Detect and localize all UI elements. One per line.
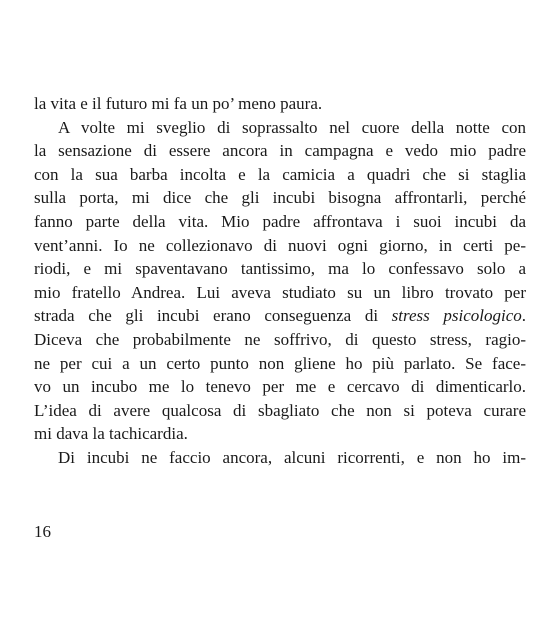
text-line: riodi, e mi spaventavano tantissimo, ma lo confessavo solo a <box>34 259 526 279</box>
text-line: la vita e il futuro mi fa un po’ meno paura. <box>34 94 323 113</box>
text-line: ne per cui a un certo punto non gliene ho più parlato. Se face- <box>34 353 526 373</box>
body-text <box>34 92 526 470</box>
text-run: . <box>521 306 527 326</box>
text-line: vo un incubo me lo tenevo per me e cercavo di dimenticarlo. <box>34 377 526 397</box>
text-line: Diceva che probabilmente ne soffrivo, di questo stress, ragio- <box>34 329 526 349</box>
page-number: 16 <box>34 522 51 541</box>
text-line: mio fratello Andrea. Lui aveva studiato su un libro trovato per <box>34 282 526 302</box>
text-line: mi dava la tachicardia. <box>34 424 188 444</box>
text-line <box>34 304 526 328</box>
text-line: Di incubi ne faccio ancora, alcuni ricorrenti, e non ho im- <box>58 447 526 467</box>
text-line: sulla porta, mi dice che gli incubi bisogna affrontarli, perché <box>34 188 526 208</box>
text-line: A volte mi sveglio di soprassalto nel cuore della notte con <box>58 117 526 137</box>
text-line: L’idea di avere qualcosa di sbagliato che non si poteva curare <box>34 400 526 420</box>
text-run: strada che gli incubi erano conseguenza di <box>34 306 392 326</box>
text-line: vent’anni. Io ne collezionavo di nuovi ogni giorno, in certi pe- <box>34 235 526 255</box>
italic-phrase: stress psicologico <box>391 306 522 326</box>
text-line: fanno parte della vita. Mio padre affrontava i suoi incubi da <box>34 211 526 231</box>
text-line: la sensazione di essere ancora in campagna e vedo mio padre <box>34 141 526 161</box>
text-line: con la sua barba incolta e la camicia a quadri che si staglia <box>34 164 526 184</box>
